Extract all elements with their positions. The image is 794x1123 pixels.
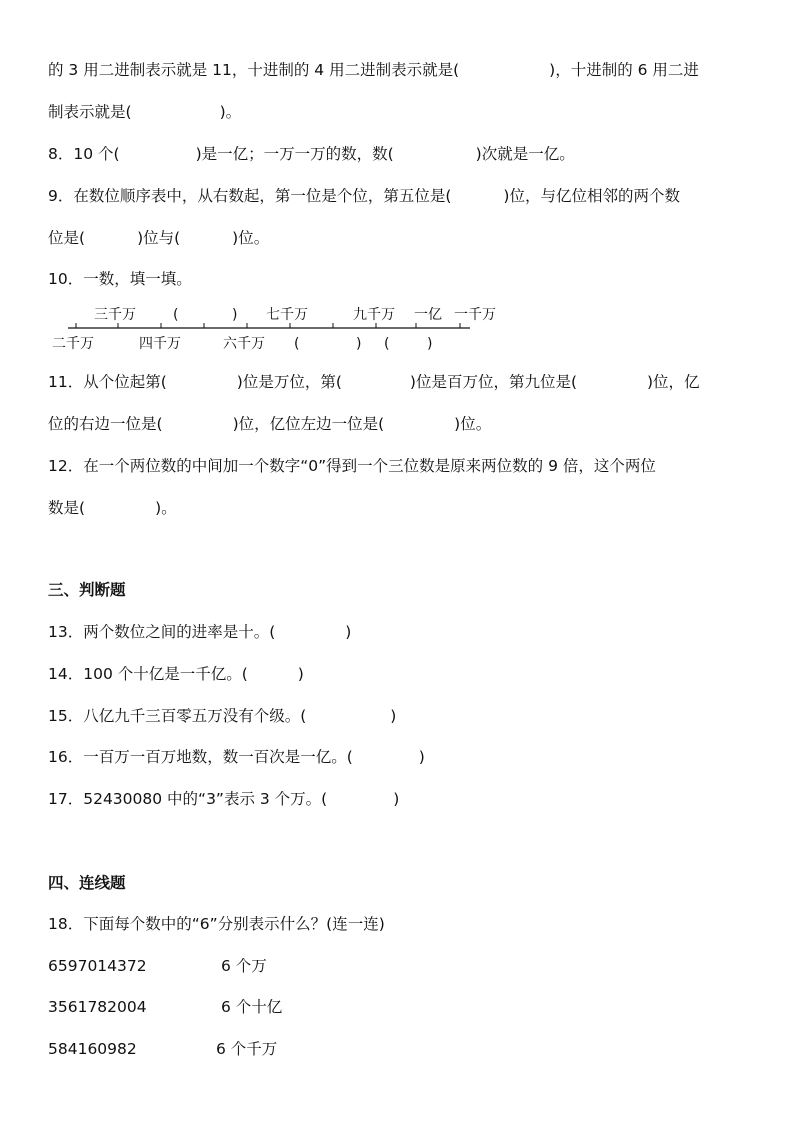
q12-text-b: )。 — [155, 499, 177, 517]
label-four-ten-million: 四千万 — [139, 336, 181, 352]
q9-text-d: )位与( — [137, 229, 181, 247]
q15-text-b: ) — [390, 707, 397, 725]
q17-text-a: 17．52430080 中的“3”表示 3 个万。( — [48, 790, 328, 808]
number-line-ticks — [76, 323, 460, 328]
answer-blank-bottom-2[interactable] — [394, 334, 424, 352]
q15-line — [48, 706, 396, 726]
q17-line — [48, 789, 399, 809]
number-line — [50, 300, 510, 356]
q14-line — [48, 664, 304, 684]
q11-line-2 — [48, 414, 491, 434]
q18-number-1[interactable]: 6597014372 — [48, 957, 147, 975]
label-seven-ten-million: 七千万 — [266, 307, 308, 323]
label-top-blank-close: ) — [232, 307, 238, 323]
label-bottom-blank-1-close: ) — [356, 336, 362, 352]
q13-line — [48, 622, 351, 642]
q17-text-b: ) — [393, 790, 400, 808]
q9-text-c: 位是( — [48, 229, 86, 247]
q8-text-c: )次就是一亿。 — [475, 145, 575, 163]
q7-text-d: )。 — [219, 103, 242, 121]
q7-text-c: 制表示就是( — [48, 103, 132, 121]
q10-prompt: 10．一数，填一填。 — [48, 270, 192, 288]
q12-line-2 — [48, 498, 177, 518]
q11-text-d: )位，亿 — [647, 373, 700, 391]
q12-text-a: 数是( — [48, 499, 86, 517]
label-bottom-blank-2-close: ) — [427, 336, 433, 352]
q15-text-a: 15．八亿九千三百零五万没有个级。( — [48, 707, 307, 725]
q9-text-b: )位，与亿位相邻的两个数 — [503, 187, 680, 205]
label-bottom-blank-2-open: ( — [384, 336, 390, 352]
q13-text-b: ) — [345, 623, 352, 641]
q12-line-1: 12．在一个两位数的中间加一个数字“0”得到一个三位数是原来两位数的 9 倍，这个两位 — [48, 457, 656, 475]
answer-blank-top[interactable] — [183, 305, 229, 323]
q16-line — [48, 747, 425, 767]
label-top-blank-open: ( — [173, 307, 179, 323]
label-nine-ten-million: 九千万 — [353, 307, 395, 323]
section-3-heading: 三、判断题 — [48, 581, 126, 599]
q11-text-g: )位。 — [454, 415, 492, 433]
q11-text-b: )位是万位，第( — [236, 373, 342, 391]
q11-line-1 — [48, 372, 700, 392]
q8-text-a: 8．10 个( — [48, 145, 120, 163]
label-bottom-blank-1-open: ( — [294, 336, 300, 352]
q9-line-2 — [48, 228, 269, 248]
label-one-ten-million: 一千万 — [454, 307, 496, 323]
q18-number-2[interactable]: 3561782004 — [48, 998, 147, 1016]
q14-text-b: ) — [297, 665, 304, 683]
label-two-ten-million: 二千万 — [52, 336, 94, 352]
q13-text-a: 13．两个数位之间的进率是十。( — [48, 623, 276, 641]
q7-text-a: 的 3 用二进制表示就是 11，十进制的 4 用二进制表示就是( — [48, 61, 460, 79]
q11-text-f: )位，亿位左边一位是( — [232, 415, 385, 433]
q7-text-b: )，十进制的 6 用二进 — [549, 61, 699, 79]
q11-text-c: )位是百万位，第九位是( — [409, 373, 577, 391]
answer-blank-bottom-1[interactable] — [304, 334, 354, 352]
q18-prompt: 18．下面每个数中的“6”分别表示什么？(连一连) — [48, 915, 385, 933]
q7-line-1 — [48, 60, 699, 80]
q7-line-2 — [48, 102, 241, 122]
q14-text-a: 14．100 个十亿是一千亿。( — [48, 665, 248, 683]
label-one-hundred-million: 一亿 — [414, 307, 442, 323]
q11-text-e: 位的右边一位是( — [48, 415, 163, 433]
label-three-ten-million: 三千万 — [94, 307, 136, 323]
q18-meaning-1[interactable]: 6 个万 — [221, 957, 267, 975]
q9-line-1 — [48, 186, 680, 206]
q16-text-b: ) — [418, 748, 425, 766]
label-six-ten-million: 六千万 — [223, 336, 265, 352]
q18-number-3[interactable]: 584160982 — [48, 1040, 137, 1058]
q16-text-a: 16．一百万一百万地数，数一百次是一亿。( — [48, 748, 353, 766]
q11-text-a: 11．从个位起第( — [48, 373, 167, 391]
q18-meaning-2[interactable]: 6 个十亿 — [221, 998, 283, 1016]
q9-text-a: 9．在数位顺序表中，从右数起，第一位是个位，第五位是( — [48, 187, 452, 205]
section-4-heading: 四、连线题 — [48, 874, 126, 892]
q8-line — [48, 144, 575, 164]
q18-meaning-3[interactable]: 6 个千万 — [216, 1040, 278, 1058]
q9-text-e: )位。 — [232, 229, 270, 247]
q8-text-b: )是一亿；一万一万的数，数( — [195, 145, 394, 163]
